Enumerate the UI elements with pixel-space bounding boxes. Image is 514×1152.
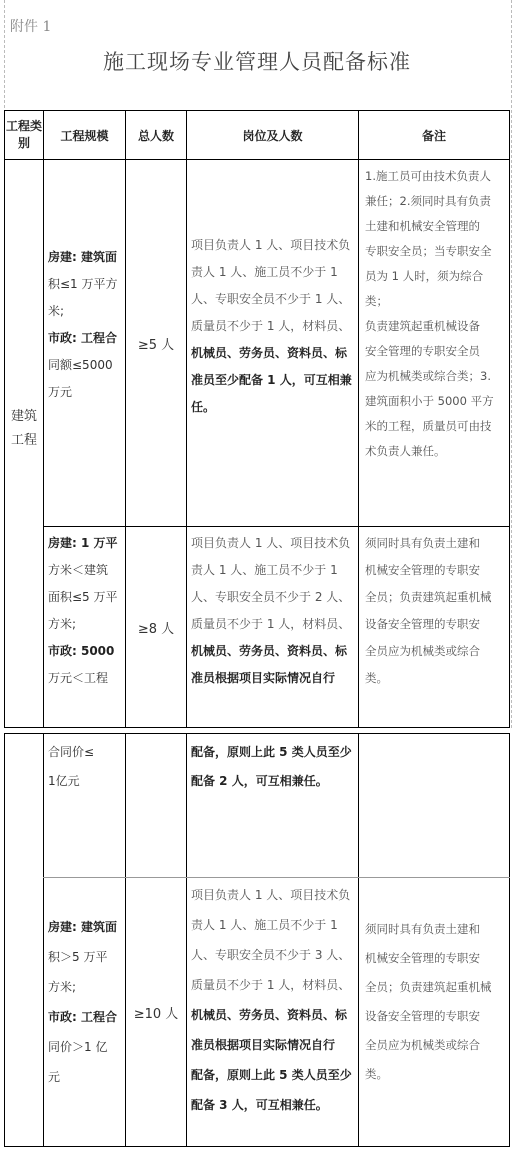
document-title: 施工现场专业管理人员配备标准 — [103, 50, 411, 74]
row2-positions-continued: 配备，原则上此 5 类人员至少 配备 2 人，可互相兼任。 — [191, 745, 352, 788]
row2-scale: 房建: 1 万平 方米＜建筑 面积≤5 万平 方米; 市政: 5000 万元＜工程 — [48, 536, 118, 685]
row3-scale: 房建: 建筑面 积＞5 万平 方米; 市政: 工程合 同价＞1 亿 元 — [48, 920, 117, 1084]
row2-positions: 项目负责人 1 人、项目技术负 责人 1 人、施工员不少于 1 人、专职安全员不少于 2 人、 质量员不少于 1 人，材料员、 机械员、劳务员、资料员、标 准员根据项目实际情况自行 — [191, 536, 351, 685]
attachment-label: 附件 1 — [10, 19, 52, 35]
row3-total: ≥10 人 — [133, 1006, 179, 1022]
row2-scale-continued: 合同价≤ 1亿元 — [48, 745, 95, 788]
row2-total: ≥8 人 — [137, 621, 175, 637]
row3-positions: 项目负责人 1 人、项目技术负 责人 1 人、施工员不少于 1 人、专职安全员不少于 3 人、 质量员不少于 1 人，材料员、 机械员、劳务员、资料员、标 准员根据项目实际情况自行 配备，原则上此 5 类人员至少 配备 3 人，可互相兼任。 — [191, 888, 352, 1112]
header-notes: 备注 — [421, 128, 446, 143]
row1-total: ≥5 人 — [137, 337, 175, 353]
header-positions: 岗位及人数 — [242, 128, 303, 143]
row3-notes: 须同时具有负责土建和 机械安全管理的专职安 全员；负责建筑起重机械 设备安全管理的专职安 全员应为机械类或综合 类。 — [365, 922, 492, 1081]
header-total: 总人数 — [137, 128, 174, 143]
row1-notes: 1.施工员可由技术负责人 兼任；2.须同时具有负责 土建和机械安全管理的 专职安全员；当专职安全 员为 1 人时，须为综合类； 负责建筑起重机械设备 安全管理的专职安全员 应为机械类或综合类；3. 建筑面积小于 5000 平方 米的工程，质量员可由技 术负责人兼任。 — [365, 169, 494, 458]
header-scale: 工程规模 — [60, 128, 109, 143]
row2-notes: 须同时具有负责土建和 机械安全管理的专职安 全员；负责建筑起重机械 设备安全管理的专职安 全员应为机械类或综合 类。 — [365, 536, 492, 685]
category-cell: 建筑工程 — [10, 409, 37, 448]
row1-positions: 项目负责人 1 人、项目技术负 责人 1 人、施工员不少于 1 人、专职安全员不少于 1 人、 质量员不少于 1 人，材料员、 机械员、劳务员、资料员、标 准员至少配备 1 人，可互相兼 任。 — [191, 238, 352, 414]
header-category: 工程类别 — [5, 119, 42, 150]
row1-scale: 房建: 建筑面 积≤1 万平方 米; 市政: 工程合 同额≤5000 万元 — [48, 250, 118, 399]
